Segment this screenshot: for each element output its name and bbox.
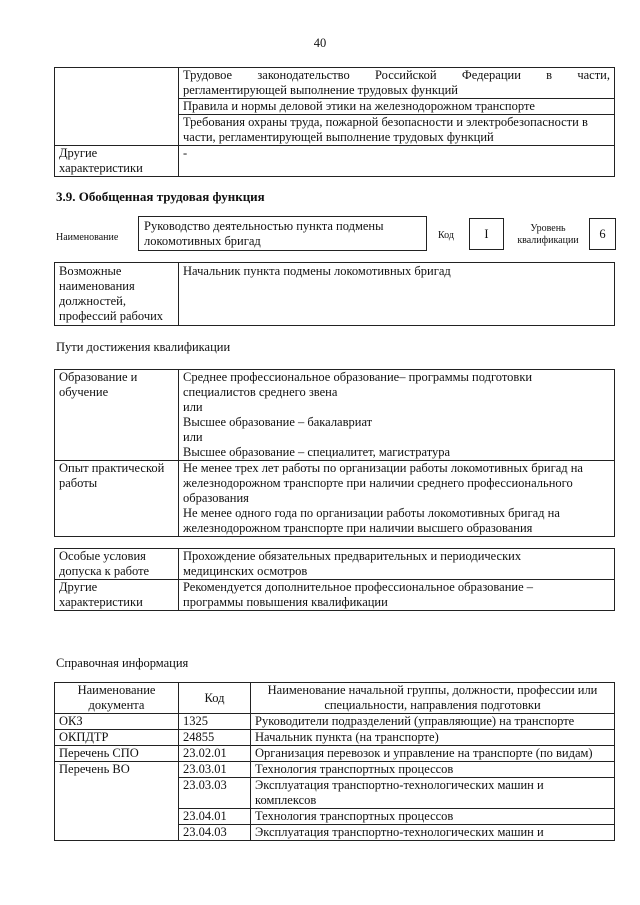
cell-line: профессий рабочих	[59, 309, 164, 323]
table-row	[55, 146, 615, 177]
level-label	[512, 223, 584, 247]
cell-line: Другие	[59, 146, 98, 160]
header-code	[179, 683, 251, 714]
table-row	[55, 580, 615, 611]
table-cell	[179, 580, 615, 611]
cell-line: Не менее трех лет работы по организации работы локомотивных бригад на	[183, 461, 583, 475]
cell-line: регламентирующей выполнение трудовых функций	[183, 83, 458, 97]
name-cell	[251, 825, 615, 841]
table-header-row	[55, 683, 615, 714]
header-line: Наименование	[77, 683, 156, 697]
cell-line: или	[183, 400, 203, 414]
table-row	[55, 370, 615, 461]
conditions-table	[54, 548, 615, 611]
cell-line: медицинских осмотров	[183, 564, 308, 578]
level-value: 6	[599, 227, 606, 241]
table-cell-label	[55, 370, 179, 461]
table-cell	[179, 370, 615, 461]
cell-line: Высшее образование – специалитет, магистратура	[183, 445, 451, 459]
function-name-box	[138, 216, 427, 251]
doc-cell: ОКЗ	[55, 714, 179, 730]
cell-line: Технология транспортных процессов	[255, 809, 454, 823]
cell-line: Трудовое законодательство Российской Федерации в части,	[183, 68, 610, 82]
code-value-box	[469, 218, 504, 250]
doc-cell: Перечень ВО	[55, 762, 179, 841]
table-row	[55, 762, 615, 778]
cell-line: -	[183, 146, 188, 160]
table-row	[55, 549, 615, 580]
table-cell-label	[55, 263, 179, 326]
doc-cell: ОКПДТР	[55, 730, 179, 746]
level-label-line: Уровень	[530, 223, 566, 234]
cell-line: программы повышения квалификации	[183, 595, 388, 609]
cell-line: Правила и нормы деловой этики на железнодорожном транспорте	[183, 99, 535, 113]
code-cell: 24855	[179, 730, 251, 746]
code-value: I	[484, 227, 489, 241]
doc-cell: Перечень СПО	[55, 746, 179, 762]
code-cell: 23.02.01	[179, 746, 251, 762]
name-cell	[251, 809, 615, 825]
cell-line: характеристики	[59, 595, 143, 609]
table-cell-empty	[55, 68, 179, 146]
paths-table	[54, 369, 615, 537]
cell-line: Особые условия	[59, 549, 146, 563]
cell-line: Образование и	[59, 370, 138, 384]
cell-line: характеристики	[59, 161, 143, 175]
table-cell	[179, 263, 615, 326]
header-name	[251, 683, 615, 714]
table-row	[55, 746, 615, 762]
positions-table	[54, 262, 615, 326]
name-cell	[251, 746, 615, 762]
header-line: Код	[204, 690, 225, 705]
cell-line: допуска к работе	[59, 564, 150, 578]
cell-line: железнодорожном транспорте при наличии среднего профессионального	[183, 476, 573, 490]
cell-line: комплексов	[255, 793, 317, 807]
cell-line: Начальник пункта (на транспорте)	[255, 730, 439, 744]
page-number: 40	[313, 36, 327, 50]
code-cell: 23.03.03	[179, 778, 251, 809]
cell-line: Возможные	[59, 264, 122, 278]
table-cell	[179, 461, 615, 537]
cell-line: Руководители подразделений (управляющие) на транспорте	[255, 714, 575, 728]
header-document	[55, 683, 179, 714]
cell-line: Требования охраны труда, пожарной безопасности и электробезопасности в	[183, 115, 588, 129]
code-cell: 23.04.01	[179, 809, 251, 825]
cell-line: Рекомендуется дополнительное профессиональное образование –	[183, 580, 534, 594]
function-name-line: Руководство деятельностью пункта подмены	[144, 219, 384, 233]
table-cell-label	[55, 461, 179, 537]
code-label: Код	[438, 230, 454, 241]
table-row	[55, 68, 615, 99]
table-cell-label	[55, 549, 179, 580]
cell-line: Эксплуатация транспортно-технологических машин и	[255, 825, 544, 839]
cell-line: Прохождение обязательных предварительных и периодических	[183, 549, 522, 563]
reference-table	[54, 682, 615, 841]
table-row	[55, 461, 615, 537]
cell-line: Среднее профессиональное образование– программы подготовки	[183, 370, 533, 384]
cell-line: образования	[183, 491, 249, 505]
table-cell	[179, 115, 615, 146]
table-row	[55, 263, 615, 326]
cell-line: Не менее одного года по организации работы локомотивных бригад на	[183, 506, 560, 520]
cell-line: части, регламентирующей выполнение трудовых функций	[183, 130, 494, 144]
table-cell	[179, 549, 615, 580]
cell-line: железнодорожном транспорте при наличии высшего образования	[183, 521, 533, 535]
cell-line: или	[183, 430, 203, 444]
code-cell: 1325	[179, 714, 251, 730]
cell-line: обучение	[59, 385, 109, 399]
header-line: специальности, направления подготовки	[324, 698, 541, 712]
name-label: Наименование	[56, 232, 119, 243]
cell-line: наименования	[59, 279, 135, 293]
reference-title: Справочная информация	[56, 656, 189, 670]
name-cell	[251, 730, 615, 746]
cell-line: специалистов среднего звена	[183, 385, 338, 399]
cell-line: Технология транспортных процессов	[255, 762, 454, 776]
function-name-line: локомотивных бригад	[144, 234, 261, 248]
cell-line: Начальник пункта подмены локомотивных бригад	[183, 264, 451, 278]
header-line: Наименование начальной группы, должности, профессии или	[267, 683, 598, 697]
table-cell	[179, 99, 615, 115]
name-cell	[251, 714, 615, 730]
cell-line: работы	[59, 476, 98, 490]
cell-line: должностей,	[59, 294, 126, 308]
code-cell: 23.04.03	[179, 825, 251, 841]
cell-line: Организация перевозок и управление на транспорте (по видам)	[255, 746, 593, 760]
table-cell	[179, 146, 615, 177]
table-cell-label	[55, 580, 179, 611]
level-value-box	[589, 218, 616, 250]
header-line: документа	[88, 698, 145, 712]
table-row	[55, 714, 615, 730]
cell-line: Опыт практической	[59, 461, 165, 475]
name-cell	[251, 762, 615, 778]
paths-title: Пути достижения квалификации	[56, 340, 231, 354]
name-cell	[251, 778, 615, 809]
cell-line: Другие	[59, 580, 98, 594]
table-row	[55, 730, 615, 746]
cell-line: Эксплуатация транспортно-технологических машин и	[255, 778, 544, 792]
table-cell	[179, 68, 615, 99]
cell-line: Высшее образование – бакалавриат	[183, 415, 373, 429]
table-cell-label	[55, 146, 179, 177]
section-title: 3.9. Обобщенная трудовая функция	[56, 189, 265, 204]
code-cell: 23.03.01	[179, 762, 251, 778]
level-label-line: квалификации	[517, 235, 579, 246]
knowledge-table	[54, 67, 615, 177]
